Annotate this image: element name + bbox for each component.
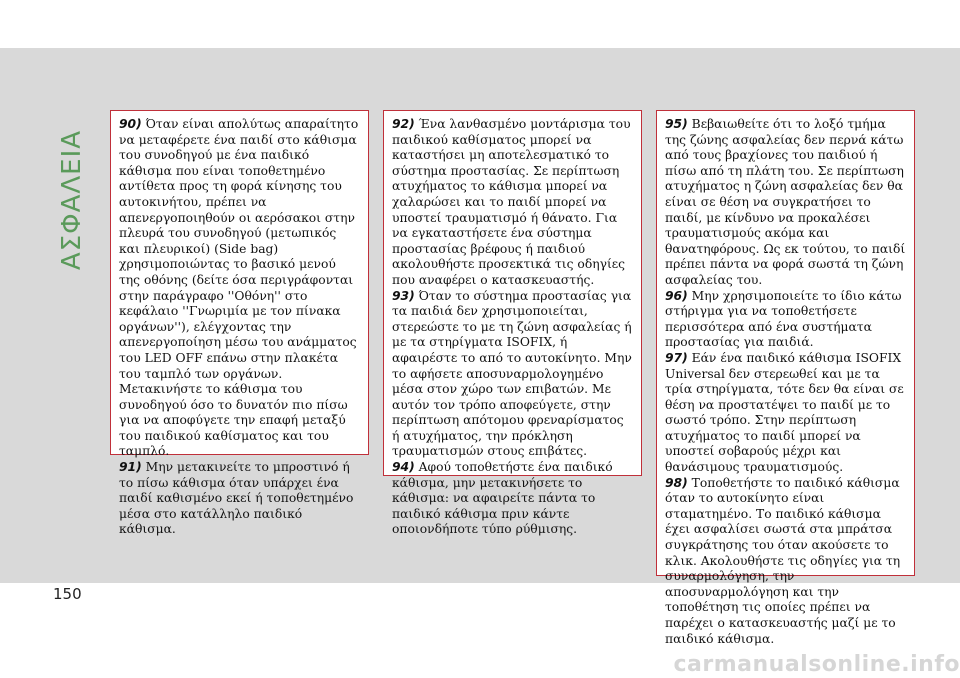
page-number: 150 (53, 585, 82, 603)
warning-paragraph: 94) Αφού τοποθετήστε ένα παιδικό κάθισμα, μην μετακινήσετε το κάθισμα: να αφαιρείτε πάντα το παιδικό κάθισμα πριν κάντε οποιονδήποτε τύπο ρύθμισης. (392, 460, 613, 537)
warning-paragraph: 95) Βεβαιωθείτε ότι το λοξό τμήμα της ζώνης ασφαλείας δεν περνά κάτω από τους βραχίονες του παιδιού ή πίσω από τη πλάτη του. Σε περίπτωση ατυχήματος η ζώνη ασφαλείας δεν θα είναι σε θέση να συγκρατήσει το παιδί, με κίνδυνο να προκαλέσει τραυματισμούς ακόμα και θανατηφόρους. Ως εκ τούτου, το παιδί πρέπει πάντα να φορά σωστά τη ζώνη ασφαλείας του. (665, 117, 906, 287)
warning-paragraph: 90) Όταν είναι απολύτως απαραίτητο να μεταφέρετε ένα παιδί στο κάθισμα του συνοδηγού με ένα παιδικό κάθισμα που είναι τοποθετημένο αντίθετα προς τη φορά κίνησης του αυτοκινήτου, πρέπει να απενεργοποιηθούν οι αερόσακοι στην πλευρά του συνοδηγού (μετωπικός και πλευρικοί) (Side bag) χρησιμοποιώντας το βασικό μενού της οθόνης (δείτε όσα περιγράφονται στην παράγραφο ''Οθόνη'' στο κεφάλαιο ''Γνωριμία με τον πίνακα οργάνων''), ελέγχοντας την απενεργοποίηση μέσω του ανάμματος του LED OFF επάνω στην πλακέτα του ταμπλό των οργάνων. Μετακινήστε το κάθισμα του συνοδηγού όσο το δυνατόν πιο πίσω για να αποφύγετε την επαφή μεταξύ του παιδικού καθίσματος και του ταμπλό. (119, 117, 359, 459)
watermark: carmanualsonline.info (673, 652, 960, 677)
warning-paragraph: 97) Εάν ένα παιδικό κάθισμα ISOFIX Universal δεν στερεωθεί και με τα τρία στηρίγματα, τότε δεν θα είναι σε θέση να προστατέψει το παιδί με το σωστό τρόπο. Στην περίπτωση ατυχήματος το παιδί μπορεί να υποστεί σοβαρούς μέχρι και θανάσιμους τραυματισμούς. (665, 350, 904, 475)
warning-column-1 (110, 110, 369, 537)
warning-paragraph: 91) Μην μετακινείτε το μπροστινό ή το πίσω κάθισμα όταν υπάρχει ένα παιδί καθισμένο εκεί ή τοποθετημένο μέσα στο κατάλληλο παιδικό κάθισμα. (119, 460, 354, 537)
section-title (52, 90, 92, 310)
top-margin (0, 0, 960, 48)
section-title-text: ΑΣΦΑΛΕΙΑ (57, 129, 88, 271)
warning-paragraph: 96) Μην χρησιμοποιείτε το ίδιο κάτω στήριγμα για να τοποθετήσετε περισσότερα από ένα συστήματα προστασίας για παιδιά. (665, 288, 902, 350)
warning-paragraph: 93) Όταν το σύστημα προστασίας για τα παιδιά δεν χρησιμοποιείται, στερεώστε το με τη ζώνη ασφαλείας ή με τα στηρίγματα ISOFIX, ή αφαιρέστε το από το αυτοκίνητο. Μην το αφήσετε αποσυναρμολογημένο μέσα στον χώρο των επιβατών. Με αυτόν τον τρόπο αποφεύγετε, στην περίπτωση απότομου φρεναρίσματος ή ατυχήματος, την πρόκληση τραυματισμών στους επιβάτες. (392, 288, 632, 459)
warning-paragraph: 92) Ένα λανθασμένο μοντάρισμα του παιδικού καθίσματος μπορεί να καταστήσει μη αποτελεσματικό το σύστημα προστασίας. Σε περίπτωση ατυχήματος το κάθισμα μπορεί να χαλαρώσει και το παιδί μπορεί να υποστεί τραυματισμό ή θάνατο. Για να εγκαταστήσετε ένα σύστημα προστασίας βρέφους ή παιδιού ακολουθήστε προσεκτικά τις οδηγίες που αναφέρει ο κατασκευαστής. (392, 117, 631, 287)
warning-paragraph: 98) Τοποθετήστε το παιδικό κάθισμα όταν το αυτοκίνητο είναι σταματημένο. Το παιδικό κάθισμα έχει ασφαλίσει σωστά στα μπράτσα συγκράτησης του όταν ακούσετε το κλικ. Ακολουθήστε τις οδηγίες για τη συναρμολόγηση, την αποσυναρμολόγηση και την τοποθέτηση τις οποίες πρέπει να παρέχει ο κατασκευαστής μαζί με το παιδικό κάθισμα. (665, 475, 901, 646)
warning-column-3 (656, 110, 915, 646)
warning-column-2 (383, 110, 642, 537)
